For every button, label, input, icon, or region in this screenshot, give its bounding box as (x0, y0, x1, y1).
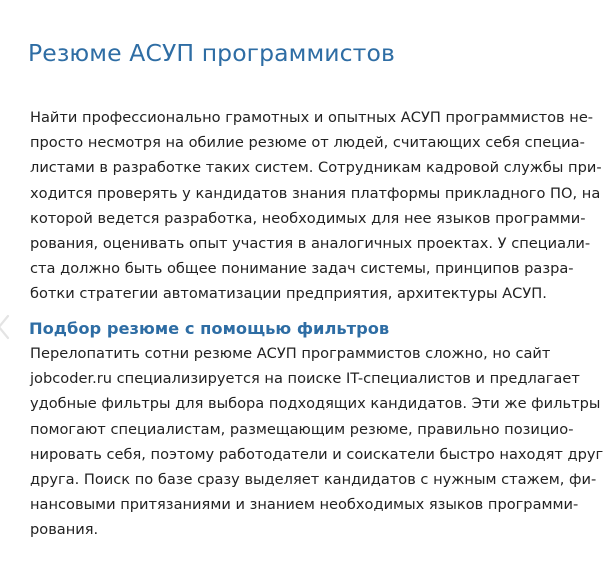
section-line: удобные фильтры для выбора подходящих кандидатов. Эти же фильтры (30, 395, 601, 413)
section-line: нировать себя, поэтому работодатели и соискатели быстро находят друг (30, 445, 604, 463)
intro-line: которой ведется разработка, необходимых для нее языков программи- (30, 209, 586, 227)
section-line: нансовыми притязаниями и знанием необходимых языков программи- (30, 496, 579, 514)
intro-line: рования, оценивать опыт участия в аналогичных проектах. У специали- (30, 235, 591, 253)
section-line: Перелопатить сотни резюме АСУП программистов сложно, но сайт (30, 345, 551, 362)
intro-line: ботки стратегии автоматизации предприятия, архитектуры АСУП. (30, 285, 547, 303)
page-title: Резюме АСУП программистов (28, 39, 395, 67)
section-line: друга. Поиск по базе сразу выделяет кандидатов с нужным стажем, фи- (30, 471, 597, 489)
section-line: помогают специалистам, размещающим резюме, правильно позицио- (30, 420, 574, 438)
intro-line: листами в разработке таких систем. Сотрудникам кадровой службы при- (30, 159, 602, 177)
intro-line: ста должно быть общее понимание задач системы, принципов разра- (30, 260, 574, 278)
intro-line: просто несмотря на обилие резюме от людей, считающих себя специа- (30, 134, 585, 152)
section-paragraph (30, 341, 603, 543)
intro-paragraph (30, 105, 602, 307)
section-line: jobcoder.ru специализируется на поиске IT-специалистов и предлагает (30, 370, 580, 388)
section-line: рования. (30, 521, 99, 539)
intro-line: ходится проверять у кандидатов знания платформы прикладного ПО, на (30, 184, 601, 202)
chevron-left-icon[interactable] (0, 312, 16, 342)
intro-line: Найти профессионально грамотных и опытных АСУП программистов не- (30, 109, 594, 126)
section-heading: Подбор резюме с помощью фильтров (29, 319, 390, 338)
